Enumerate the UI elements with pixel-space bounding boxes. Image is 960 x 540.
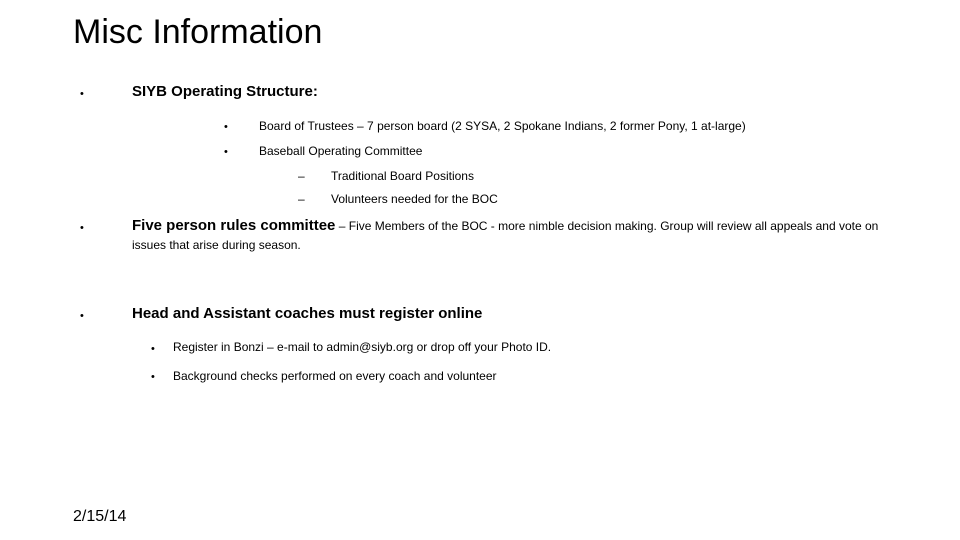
slide-date: 2/15/14 bbox=[73, 508, 127, 525]
bullet-icon: • bbox=[224, 146, 228, 158]
list-item-baseball-operating-committee: Baseball Operating Committee bbox=[259, 144, 423, 158]
sub-item-volunteers-needed: Volunteers needed for the BOC bbox=[331, 192, 498, 206]
slide-title: Misc Information bbox=[73, 13, 323, 51]
section-rules-committee bbox=[132, 216, 902, 255]
bullet-icon: • bbox=[151, 371, 155, 383]
sub-item-traditional-board-positions: Traditional Board Positions bbox=[331, 169, 474, 183]
list-item-register-in-bonzi: Register in Bonzi – e-mail to admin@siyb.org or drop off your Photo ID. bbox=[173, 340, 552, 354]
bullet-icon: • bbox=[80, 88, 84, 100]
bullet-icon: • bbox=[80, 222, 84, 234]
section-heading-operating-structure: SIYB Operating Structure: bbox=[132, 83, 318, 100]
rules-committee-description: – Five Members of the BOC - more nimble decision making. Group will review all appeals and vote on issues that arise during season. bbox=[132, 219, 879, 252]
list-item-background-checks: Background checks performed on every coach and volunteer bbox=[173, 369, 497, 383]
list-item-board-of-trustees: Board of Trustees – 7 person board (2 SYSA, 2 Spokane Indians, 2 former Pony, 1 at-large) bbox=[259, 119, 746, 133]
bullet-icon: • bbox=[224, 121, 228, 133]
section-heading-rules-committee: Five person rules committee bbox=[132, 217, 336, 234]
bullet-icon: • bbox=[151, 343, 155, 355]
section-heading-coaches-register: Head and Assistant coaches must register online bbox=[132, 305, 483, 322]
dash-icon: – bbox=[298, 192, 305, 206]
bullet-icon: • bbox=[80, 310, 84, 322]
dash-icon: – bbox=[298, 169, 305, 183]
